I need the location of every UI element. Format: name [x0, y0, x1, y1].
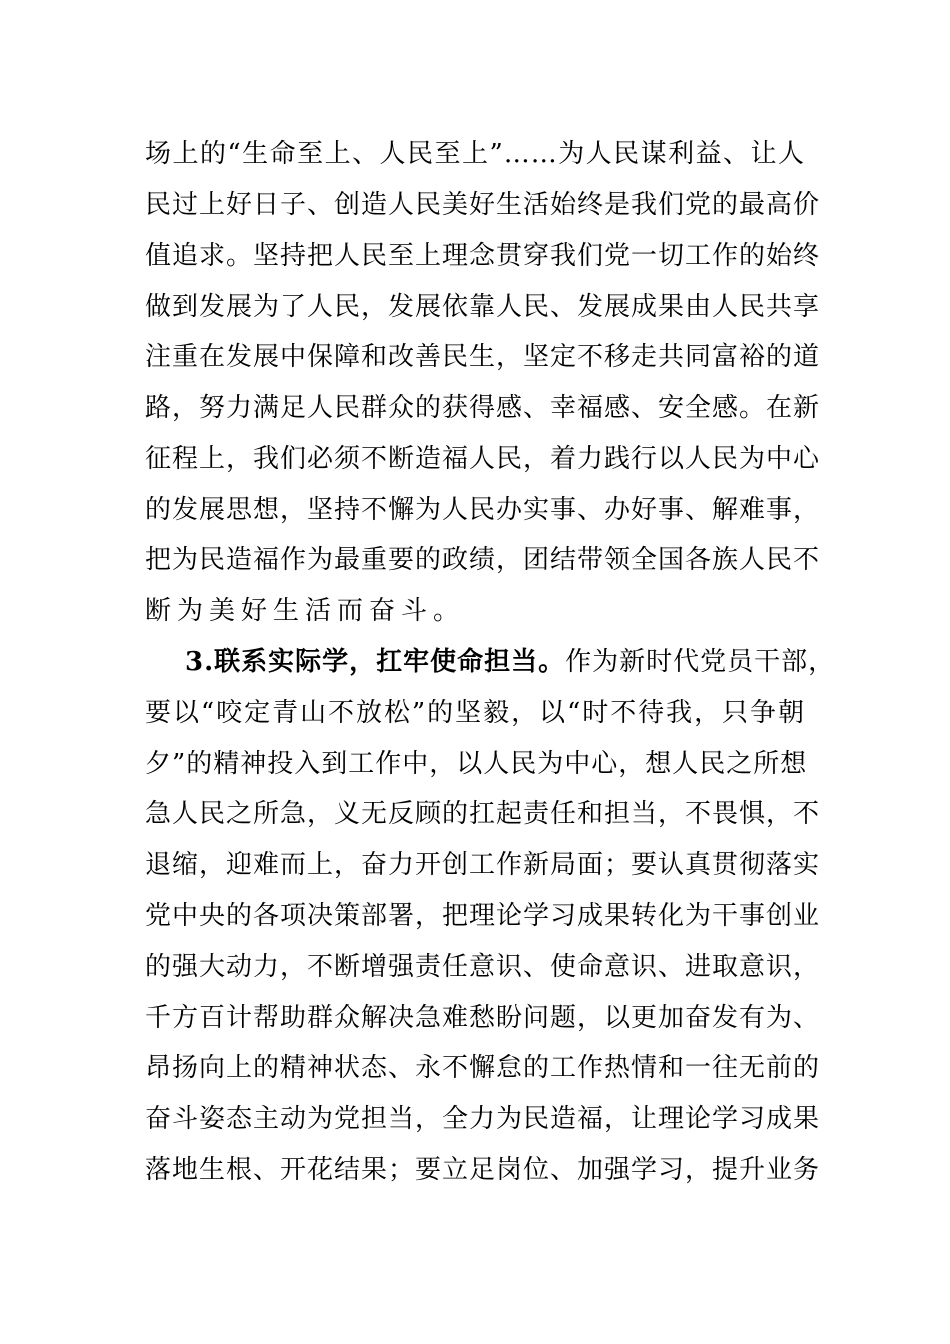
paragraph-2-line-8: 千方百计帮助群众解决急难愁盼问题，以更加奋发有为、: [145, 1003, 821, 1033]
paragraph-2-line-4: 急人民之所急，义无反顾的扛起责任和担当，不畏惧，不: [145, 799, 821, 829]
paragraph-2-line-1: [185, 642, 836, 682]
paragraph-2-line-3: 夕”的精神投入到工作中，以人民为中心，想人民之所想: [145, 749, 808, 779]
paragraph-2-line-1-text: 作为新时代党员干部，: [565, 647, 836, 677]
paragraph-2-line-6: 党中央的各项决策部署，把理论学习成果转化为干事创业: [145, 901, 821, 931]
paragraph-2-line-11: 落地生根、开花结果；要立足岗位、加强学习，提升业务: [145, 1155, 821, 1185]
paragraph-1-line-7: 征程上，我们必须不断造福人民，着力践行以人民为中心: [145, 444, 821, 474]
paragraph-2-line-9: 昂扬向上的精神状态、永不懈怠的工作热情和一往无前的: [145, 1053, 821, 1083]
paragraph-2-line-5: 退缩，迎难而上，奋力开创工作新局面；要认真贯彻落实: [145, 850, 821, 880]
paragraph-1-line-8: 的发展思想，坚持不懈为人民办实事、办好事、解难事，: [145, 495, 821, 525]
paragraph-1-line-5: 注重在发展中保障和改善民生，坚定不移走共同富裕的道: [145, 342, 821, 372]
paragraph-1-line-6: 路，努力满足人民群众的获得感、幸福感、安全感。在新: [145, 393, 821, 423]
paragraph-2-line-2: 要以“咬定青山不放松”的坚毅，以“时不待我，只争朝: [145, 698, 805, 728]
paragraph-1-line-10: 断为美好生活而奋斗。: [145, 596, 466, 626]
section-heading: 3.联系实际学，扛牢使命担当。: [185, 647, 566, 677]
paragraph-1-line-1: 场上的“生命至上、人民至上”……为人民谋利益、让人: [145, 139, 805, 169]
paragraph-1-line-3: 值追求。坚持把人民至上理念贯穿我们党一切工作的始终: [145, 241, 821, 271]
paragraph-1-line-9: 把为民造福作为最重要的政绩，团结带领全国各族人民不: [145, 545, 821, 575]
paragraph-2-line-10: 奋斗姿态主动为党担当，全力为民造福，让理论学习成果: [145, 1104, 821, 1134]
paragraph-1-line-2: 民过上好日子、创造人民美好生活始终是我们党的最高价: [145, 190, 821, 220]
paragraph-1-line-4: 做到发展为了人民，发展依靠人民、发展成果由人民共享: [145, 292, 821, 322]
paragraph-2-line-7: 的强大动力，不断增强责任意识、使命意识、进取意识，: [145, 952, 821, 982]
